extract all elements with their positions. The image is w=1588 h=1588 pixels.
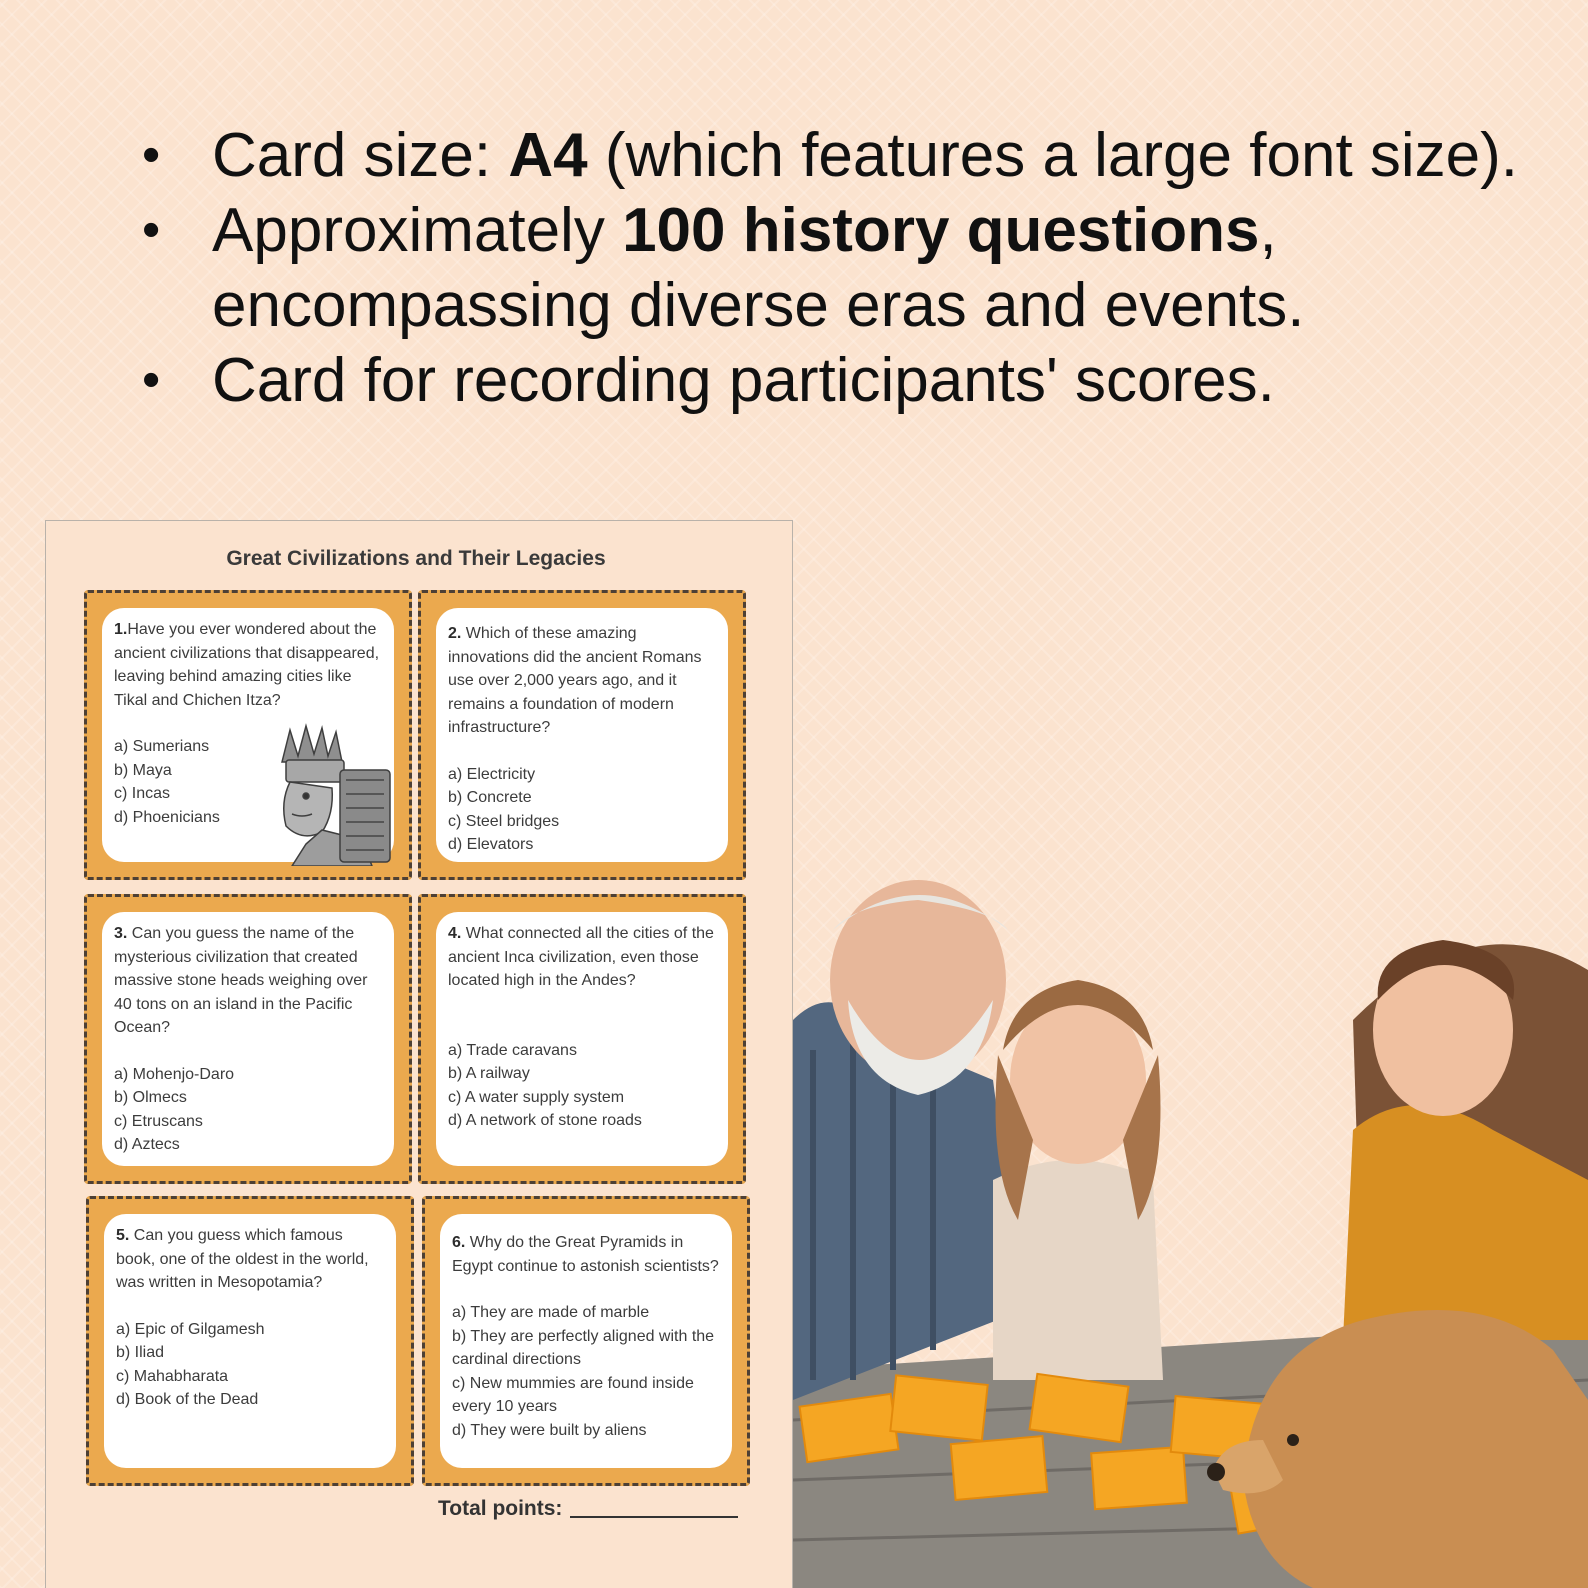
question-card-4: 4. What connected all the cities of the ancient Inca civilization, even those located high in the Andes? a) Trade caravans b) A railway c) A water supply system d) A network of stone roads — [418, 894, 746, 1184]
answer-option: b) Iliad — [116, 1344, 165, 1361]
answer-option: a) Trade caravans — [448, 1041, 577, 1059]
feature-list — [142, 118, 1562, 418]
answer-option: c) A water supply system — [448, 1088, 625, 1106]
question-text: Why do the Great Pyramids in Egypt continue to astonish scientists? — [452, 1234, 719, 1275]
answer-option: c) New mummies are found inside every 10 years — [452, 1374, 694, 1415]
question-text: Can you guess the name of the mysterious civilization that created massive stone heads weighing over 40 tons on an island in the Pacific Ocean? — [114, 925, 368, 1036]
answer-option: a) Electricity — [448, 765, 536, 783]
answer-option: d) Book of the Dead — [116, 1391, 259, 1408]
quiz-sheet — [45, 520, 793, 1588]
sheet-title: Great Civilizations and Their Legacies — [226, 547, 606, 570]
family-playing-cards-photo — [793, 880, 1588, 1588]
answer-option: c) Incas — [114, 785, 171, 802]
mayan-statue-illustration — [262, 722, 398, 866]
question-card-5: 5. Can you guess which famous book, one of the oldest in the world, was written in Mesopotamia? a) Epic of Gilgamesh b) Iliad c) Mahabharata d) Book of the Dead — [86, 1196, 414, 1486]
answer-option: b) They are perfectly aligned with the cardinal directions — [452, 1327, 715, 1368]
question-text: Have you ever wondered about the ancient civilizations that disappeared, leaving behind amazing cities like Tikal and Chichen Itza? — [114, 621, 380, 709]
question-text: Can you guess which famous book, one of the oldest in the world, was written in Mesopotamia? — [116, 1227, 369, 1291]
answer-option: b) Maya — [114, 761, 172, 779]
answer-option: b) Concrete — [448, 789, 532, 806]
answer-option: d) Aztecs — [114, 1136, 180, 1153]
answer-option: c) Steel bridges — [448, 812, 560, 830]
answer-option: a) Mohenjo-Daro — [114, 1065, 235, 1083]
answer-option: d) They were built by aliens — [452, 1421, 647, 1439]
answer-option: b) Olmecs — [114, 1089, 187, 1106]
answer-option: d) Elevators — [448, 836, 534, 853]
question-card-2: 2. Which of these amazing innovations did the ancient Romans use over 2,000 years ago, and it remains a foundation of modern infrastructure? a) Electricity b) Concrete c) Steel bridges d) Elevators — [418, 590, 746, 880]
total-points-blank — [570, 1516, 738, 1518]
question-card-1: 1.Have you ever wondered about the ancient civilizations that disappeared, leaving behind amazing cities like Tikal and Chichen Itza? a) Sumerians b) Maya c) Incas d) Phoenicians — [84, 590, 412, 880]
answer-option: a) Epic of Gilgamesh — [116, 1320, 265, 1338]
answer-option: d) Phoenicians — [114, 808, 220, 826]
answer-option: c) Etruscans — [114, 1112, 203, 1130]
answer-option: c) Mahabharata — [116, 1367, 229, 1385]
question-text: What connected all the cities of the ancient Inca civilization, even those located high in the Andes? — [448, 925, 714, 989]
answer-option: a) Sumerians — [114, 738, 210, 755]
question-card-6: 6. Why do the Great Pyramids in Egypt continue to astonish scientists? a) They are made of marble b) They are perfectly aligned with the cardinal directions c) New mummies are found inside every 10 years d) They were built by aliens — [422, 1196, 750, 1486]
answer-option: d) A network of stone roads — [448, 1112, 642, 1129]
feature-item-score-card: • Card for recording participants' scores. — [142, 343, 1562, 418]
question-card-3: 3. Can you guess the name of the mysterious civilization that created massive stone heads weighing over 40 tons on an island in the Pacific Ocean? a) Mohenjo-Daro b) Olmecs c) Etruscans d) Aztecs — [84, 894, 412, 1184]
answer-option: a) They are made of marble — [452, 1304, 650, 1321]
total-points: Total points: — [438, 1497, 738, 1521]
feature-item-questions: • Approximately 100 history questions, encompassing diverse eras and events. — [142, 193, 1562, 343]
feature-item-card-size: • Card size: A4 (which features a large font size). — [142, 118, 1562, 193]
question-text: Which of these amazing innovations did the ancient Romans use over 2,000 years ago, and it remains a foundation of modern infrastructure? — [448, 625, 702, 736]
answer-option: b) A railway — [448, 1065, 530, 1082]
